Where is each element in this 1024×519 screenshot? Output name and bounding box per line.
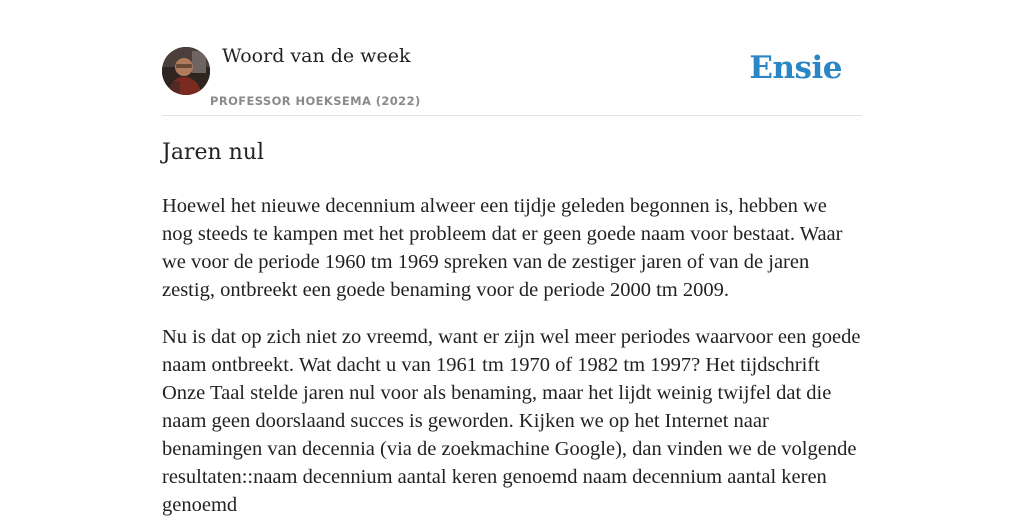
entry-header: [162, 0, 862, 116]
entry-card: [162, 0, 862, 516]
entry-paragraph-1: Hoewel het nieuwe decennium alweer een tijdje geleden begonnen is, hebben we nog steeds te kampen met het probleem dat er geen goede naam voor bestaat. Waar we voor de periode 1960 tm 1969 spreken van de zestiger jaren of van de jaren zestig, ontbreekt een goede benaming voor de periode 2000 tm 2009.: [162, 195, 843, 301]
collection-title[interactable]: Woord van de week: [222, 45, 411, 67]
entry-title: Jaren nul: [162, 140, 265, 165]
entry-paragraph-2: Nu is dat op zich niet zo vreemd, want er zijn wel meer periodes waarvoor een goede naam ontbreekt. Wat dacht u van 1961 tm 1970 of 1982 tm 1997? Het tijdschrift Onze Taal stelde jaren nul voor als benaming, maar het lijdt weinig twijfel dat die naam geen doorslaand succes is geworden. Kijken we op het Internet naar benamingen van decennia (via de zoekmachine Google), dan vinden we de volgende resultaten::naam decennium aantal keren genoemd naam decennium aantal keren genoemd: [162, 326, 861, 516]
author-name[interactable]: PROFESSOR HOEKSEMA (2022): [210, 94, 421, 108]
author-avatar[interactable]: [162, 47, 210, 95]
avatar-photo-icon: [162, 47, 210, 95]
brand-logo[interactable]: Ensie: [749, 50, 842, 86]
